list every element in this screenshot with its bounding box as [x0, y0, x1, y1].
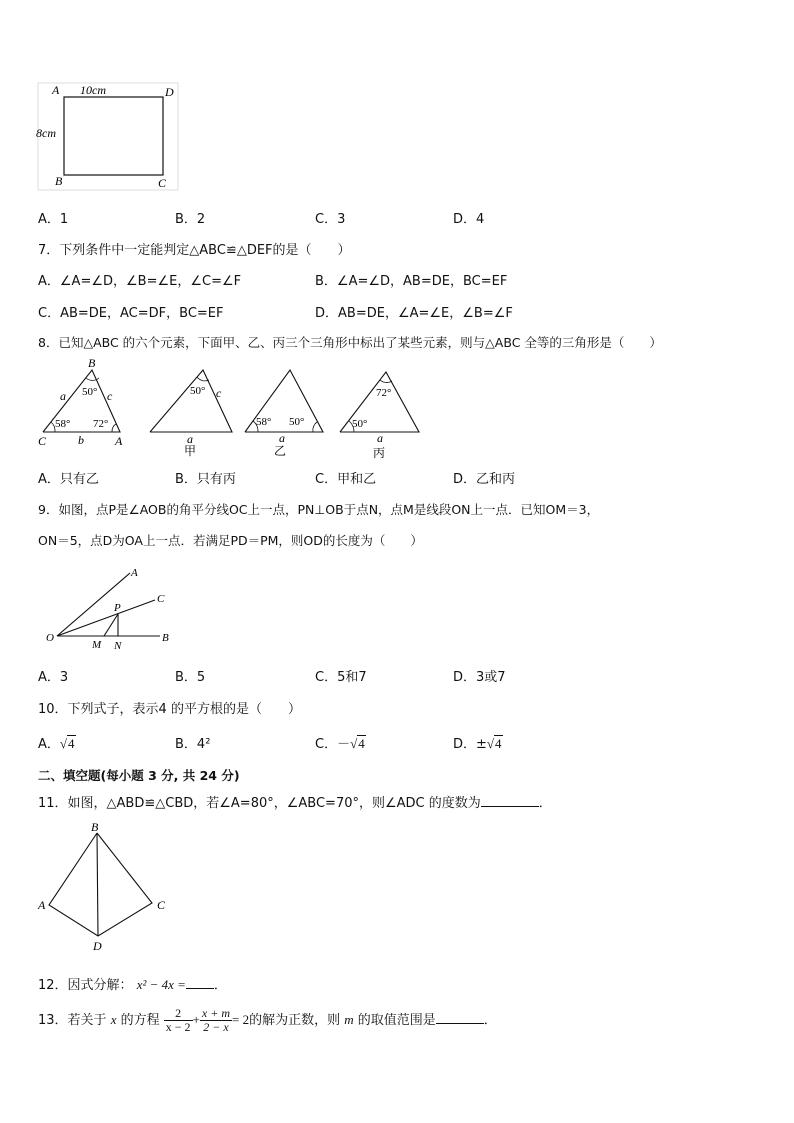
svg-text:甲: 甲 [184, 444, 197, 458]
svg-text:A: A [131, 567, 138, 579]
q6-option-d[interactable]: D．4 [453, 212, 485, 227]
q8-stem: 8．已知△ABC 的六个元素，下面甲、乙、丙三个三角形中标出了某些元素，则与△ABC 全等的三角形是（ ） [38, 335, 662, 350]
q9-stem-line2: ON＝5，点D为OA上一点．若满足PD＝PM，则OD的长度为（ ） [38, 533, 423, 548]
q7-option-d[interactable]: D．AB=DE，∠A=∠E，∠B=∠F [315, 306, 513, 321]
svg-text:a: a [377, 431, 383, 445]
svg-text:M: M [92, 639, 102, 651]
svg-text:50°: 50° [82, 386, 98, 398]
svg-text:C: C [157, 593, 165, 605]
q6-option-a[interactable]: A．1 [38, 212, 69, 227]
svg-text:B: B [91, 820, 99, 834]
q8-option-a[interactable]: A．只有乙 [38, 472, 99, 487]
q6-option-b[interactable]: B．2 [175, 212, 206, 227]
q10-option-c[interactable]: C．－√4 [315, 736, 365, 752]
svg-text:B: B [88, 356, 96, 370]
q9-option-c[interactable]: C．5和7 [315, 670, 367, 685]
svg-text:a: a [60, 389, 66, 403]
q10-option-a[interactable]: A．√4 [38, 736, 75, 752]
svg-text:58°: 58° [256, 416, 272, 428]
q7-option-a[interactable]: A．∠A=∠D，∠B=∠E，∠C=∠F [38, 274, 242, 289]
label-a: A [52, 83, 60, 97]
svg-text:b: b [78, 433, 84, 447]
section-2-title: 二、填空题(每小题 3 分, 共 24 分) [38, 768, 240, 783]
q13-answer-blank[interactable] [436, 1011, 484, 1024]
q8-option-c[interactable]: C．甲和乙 [315, 472, 377, 487]
svg-text:A: A [115, 434, 123, 448]
svg-text:a: a [279, 431, 285, 445]
svg-text:50°: 50° [190, 385, 206, 397]
q10-option-d[interactable]: D．±√4 [453, 736, 502, 752]
svg-text:O: O [46, 632, 54, 644]
q8-option-b[interactable]: B．只有丙 [175, 472, 236, 487]
svg-text:50°: 50° [352, 418, 368, 430]
q9-stem-line1: 9．如图，点P是∠AOB的角平分线OC上一点，PN⊥OB于点N，点M是线段ON上一点．已知OM＝3， [38, 502, 600, 517]
q12-answer-blank[interactable] [186, 976, 214, 989]
svg-text:B: B [162, 632, 169, 644]
svg-text:C: C [157, 898, 166, 912]
q9-option-b[interactable]: B．5 [175, 670, 206, 685]
label-d: D [165, 85, 174, 99]
q6-option-c[interactable]: C．3 [315, 212, 346, 227]
svg-text:P: P [114, 602, 121, 614]
q9-option-d[interactable]: D．3或7 [453, 670, 506, 685]
q10-option-b[interactable]: B．4² [175, 737, 211, 752]
svg-text:c: c [107, 389, 113, 403]
svg-text:乙: 乙 [274, 444, 287, 458]
svg-text:A: A [38, 898, 46, 912]
svg-text:72°: 72° [93, 418, 109, 430]
svg-text:N: N [114, 640, 122, 652]
q8-option-d[interactable]: D．乙和丙 [453, 472, 516, 487]
label-b: B [55, 174, 63, 188]
svg-text:a: a [187, 432, 193, 446]
q9-option-a[interactable]: A．3 [38, 670, 69, 685]
q12-stem: 12．因式分解： x² − 4x = ． [38, 977, 227, 993]
q11-stem: 11．如图，△ABD≌△CBD，若∠A=80°，∠ABC=70°，则∠ADC 的度数为 ． [38, 796, 552, 811]
svg-text:50°: 50° [289, 416, 305, 428]
svg-text:c: c [216, 386, 222, 400]
svg-text:D: D [93, 939, 102, 953]
svg-text:58°: 58° [55, 418, 71, 430]
svg-text:72°: 72° [376, 387, 392, 399]
label-top: 10cm [80, 83, 106, 97]
label-left: 8cm [36, 126, 56, 140]
label-c: C [158, 176, 167, 190]
q7-stem: 7．下列条件中一定能判定△ABC≌△DEF的是（ ） [38, 243, 351, 258]
svg-text:C: C [38, 434, 47, 448]
q7-option-c[interactable]: C．AB=DE，AC=DF，BC=EF [38, 306, 224, 321]
q10-stem: 10．下列式子，表示4 的平方根的是（ ） [38, 702, 301, 717]
q13-stem: 13．若关于 x 的方程 $\frac{2}{x - 2}$ + $\frac{x + m}{2 - x}$ = 2的解为正数，则 m 的取值范围是 ． [38, 1006, 497, 1034]
svg-text:丙: 丙 [373, 446, 386, 460]
q7-option-b[interactable]: B．∠A=∠D，AB=DE，BC=EF [315, 274, 508, 289]
